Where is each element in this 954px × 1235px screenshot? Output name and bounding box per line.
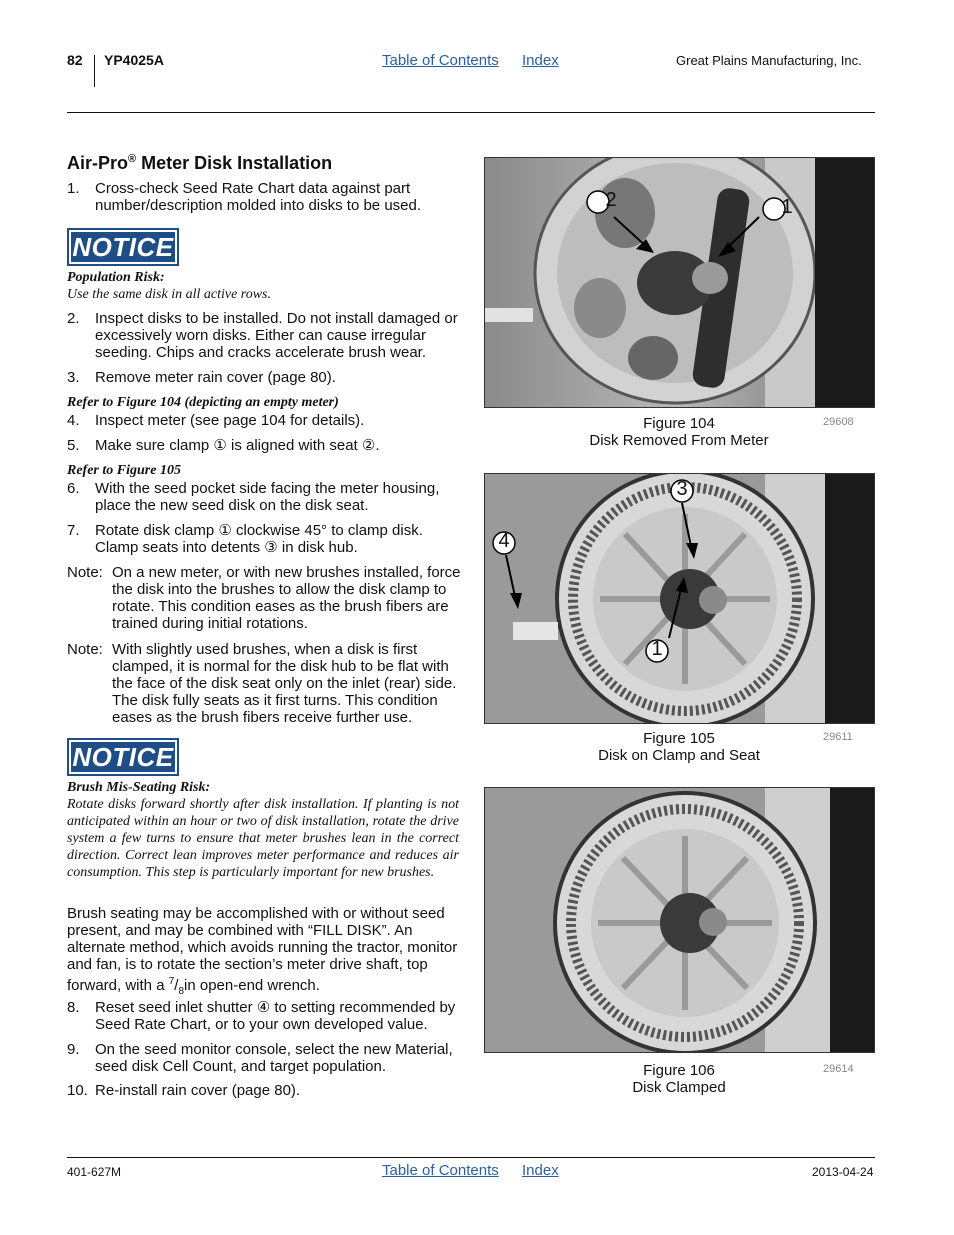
figure-reference: Refer to Figure 105 (67, 463, 181, 478)
figure-104-image-id: 29608 (823, 416, 854, 428)
section-title: Air-Pro® Meter Disk Installation (67, 153, 333, 173)
brush-seating-paragraph: Brush seating may be accomplished with or without seed present, and may be combined with “FILL DISK”. An alternate method, which avoids running the tractor, monitor and fan, is to rotate the section’s meter drive shaft, top forward, with a $^7/_8in$ open-end wrench. (67, 905, 458, 997)
footer-index-link[interactable]: Index (522, 1162, 559, 1179)
figure-reference: Refer to Figure 104 (depicting an empty meter) (67, 395, 339, 410)
step-number: 1. (67, 180, 80, 197)
step-text: On the seed monitor console, select the new Material, seed disk Cell Count, and target population. (95, 1041, 453, 1075)
callout-4: 4 (498, 530, 510, 552)
figure-106-photo (484, 787, 875, 1053)
notice-banner: NOTICE (67, 738, 179, 776)
step-number: 10. (67, 1082, 88, 1099)
notice-risk-text: Use the same disk in all active rows. (67, 287, 272, 302)
step-9 (67, 1041, 459, 1075)
step-text: Reset seed inlet shutter ④ to setting recommended by Seed Rate Chart, or to your own developed value. (95, 999, 456, 1033)
step-3 (67, 369, 459, 386)
publication-date: 2013-04-24 (812, 1165, 874, 1179)
step-2 (67, 310, 459, 361)
footer-toc-link[interactable]: Table of Contents (382, 1162, 499, 1179)
step-number: 2. (67, 310, 80, 327)
step-text: Inspect meter (see page 104 for details). (95, 412, 365, 429)
step-8 (67, 999, 459, 1033)
step-number: 3. (67, 369, 80, 386)
step-number: 4. (67, 412, 80, 429)
notice-risk-title: Population Risk: (67, 270, 165, 285)
figure-104-title: Figure 104 (643, 415, 715, 432)
figure-105-title: Figure 105 (643, 730, 715, 747)
figure-106-title: Figure 106 (643, 1062, 715, 1079)
figure-106-image-id: 29614 (823, 1063, 854, 1075)
step-4 (67, 412, 459, 429)
arrow-icon (686, 543, 698, 559)
arrow-icon (676, 577, 688, 593)
callout-1: 1 (781, 196, 793, 218)
step-text: Cross-check Seed Rate Chart data against part number/description molded into disks to be used. (95, 180, 422, 214)
footer-rule (67, 1157, 875, 1158)
step-6 (67, 480, 459, 514)
note-text: With slightly used brushes, when a disk is first clamped, it is normal for the disk hub to be flat with the face of the disk seat only on the inlet (rear) side. The disk fully seats as it first turns. This condition eases as the brush fibers receive further use. (112, 641, 457, 726)
step-text: Remove meter rain cover (page 80). (95, 369, 336, 386)
step-text: Make sure clamp ① is aligned with seat ②. (95, 437, 380, 454)
header-rule (67, 112, 875, 113)
notice-risk-text: Rotate disks forward shortly after disk installation. If planting is not anticipated within an hour or two of disk installation, rotate the drive system a few turns to ensure that meter brushes lean in the correct direction. Correct lean improves meter performance and reduces air consumption. This step is particularly important for new brushes. (67, 797, 459, 880)
company-name: Great Plains Manufacturing, Inc. (676, 53, 862, 68)
note-2 (67, 641, 459, 726)
step-7 (67, 522, 459, 556)
header-index-link[interactable]: Index (522, 52, 559, 69)
step-5 (67, 437, 459, 454)
callout-2: 2 (605, 189, 617, 211)
model-number: YP4025A (104, 52, 164, 68)
step-text: With the seed pocket side facing the meter housing, place the new seed disk on the disk seat. (95, 480, 440, 514)
figure-105-callouts (484, 473, 873, 722)
step-10 (67, 1082, 459, 1099)
document-code: 401-627M (67, 1165, 122, 1179)
figure-104-caption: Disk Removed From Meter (589, 432, 769, 449)
figure-106-caption: Disk Clamped (632, 1079, 726, 1096)
notice-banner: NOTICE (67, 228, 179, 266)
figure-105-caption: Disk on Clamp and Seat (598, 747, 760, 764)
note-label: Note: (67, 641, 103, 658)
callout-3: 3 (676, 478, 688, 500)
header-toc-link[interactable]: Table of Contents (382, 52, 499, 69)
step-number: 5. (67, 437, 80, 454)
step-number: 6. (67, 480, 80, 497)
header-divider (94, 55, 95, 87)
page-number: 82 (67, 52, 83, 68)
note-1 (67, 564, 459, 632)
step-text: Inspect disks to be installed. Do not install damaged or excessively worn disks. Either can cause irregular seeding. Chips and cracks accelerate brush wear. (95, 310, 458, 361)
step-1 (67, 180, 459, 214)
callout-1: 1 (651, 638, 663, 660)
note-text: On a new meter, or with new brushes installed, force the disk into the brushes to allow the disk clamp to rotate. This condition eases as the brush fibers are trained during initial rotations. (112, 564, 461, 632)
arrow-icon (636, 239, 654, 253)
step-text: Re-install rain cover (page 80). (95, 1082, 301, 1099)
arrow-icon (718, 242, 736, 257)
step-text: Rotate disk clamp ① clockwise 45° to clamp disk. Clamp seats into detents ③ in disk hub. (95, 522, 423, 556)
figure-105-image-id: 29611 (823, 731, 853, 743)
note-label: Note: (67, 564, 103, 581)
step-number: 7. (67, 522, 80, 539)
step-number: 8. (67, 999, 80, 1016)
arrow-icon (510, 593, 522, 609)
step-number: 9. (67, 1041, 80, 1058)
notice-risk-title: Brush Mis-Seating Risk: (67, 780, 211, 795)
